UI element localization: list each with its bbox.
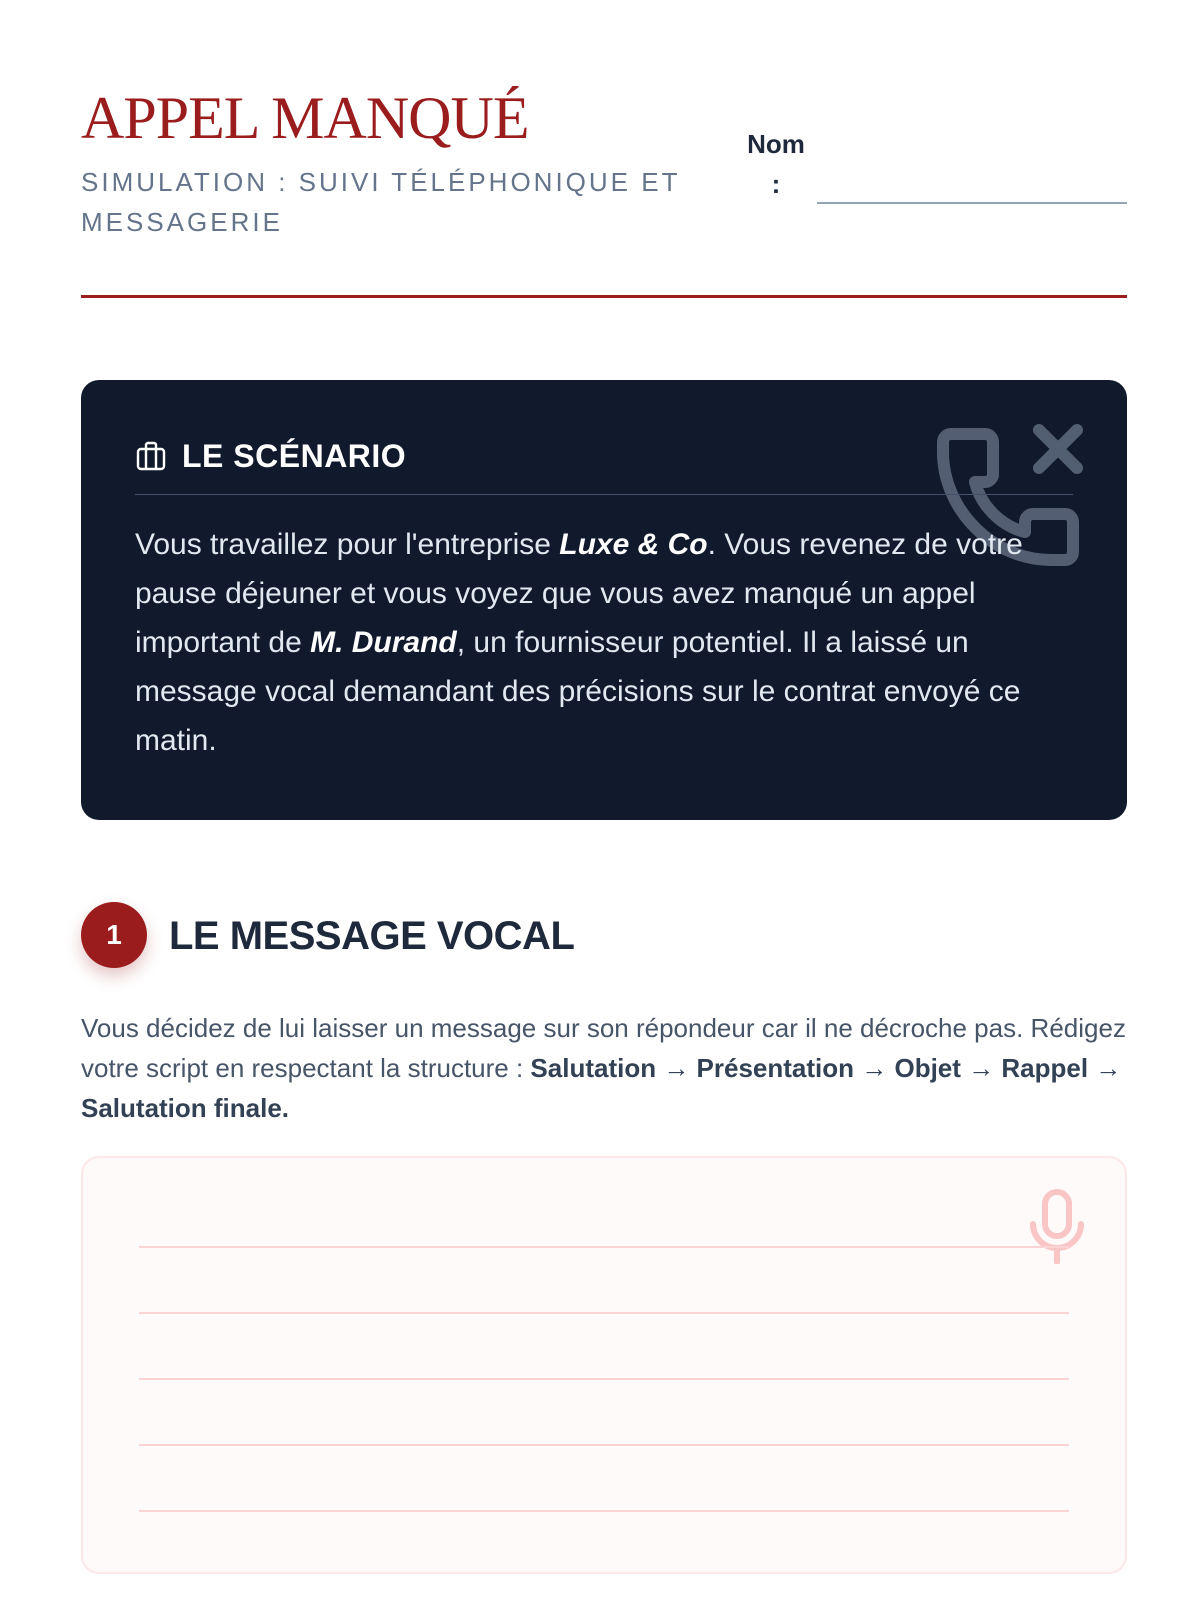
header-divider <box>81 295 1127 298</box>
instructions-text: Vous décidez de lui laisser un message sur son répondeur car il ne décroche pas. Rédigez votre script en respectant la structure : <box>81 1013 1126 1083</box>
answer-line <box>139 1312 1069 1314</box>
section-title: LE MESSAGE VOCAL <box>169 914 575 958</box>
section-number-badge: 1 <box>81 902 147 968</box>
name-label: Nom : <box>747 129 805 199</box>
structure-steps: Salutation → Présentation → Objet → Rappel → Salutation finale. <box>81 1053 1122 1123</box>
scenario-header <box>135 434 1073 495</box>
scenario-text-part: . Vous revenez de votre pause déjeuner et vous voyez que vous avez manqué un appel important de <box>135 528 1023 659</box>
microphone-icon <box>1027 1188 1087 1264</box>
voicemail-script-answer-area[interactable] <box>81 1156 1127 1574</box>
scenario-text <box>135 520 1075 765</box>
page-subtitle: SIMULATION : SUIVI TÉLÉPHONIQUE ET MESSAGERIE <box>81 167 680 237</box>
name-input[interactable] <box>817 178 1127 204</box>
header <box>81 80 1127 300</box>
contact-name: M. Durand <box>310 626 457 659</box>
scenario-text-part: Vous travaillez pour l'entreprise <box>135 528 560 561</box>
name-field-group <box>741 124 1127 204</box>
answer-line <box>139 1444 1069 1446</box>
scenario-text-part: , un fournisseur potentiel. Il a laissé un message vocal demandant des précisions sur le contrat envoyé ce matin. <box>135 626 1021 757</box>
section-1-header <box>81 902 1127 968</box>
scenario-card <box>81 380 1127 820</box>
answer-line <box>139 1378 1069 1380</box>
section-instructions <box>81 1008 1127 1128</box>
answer-line <box>139 1510 1069 1512</box>
page-title: APPEL MANQUÉ <box>81 85 529 151</box>
company-name: Luxe & Co <box>559 528 708 561</box>
answer-line <box>139 1246 1069 1248</box>
scenario-title: LE SCÉNARIO <box>182 438 407 474</box>
briefcase-icon <box>135 440 167 472</box>
